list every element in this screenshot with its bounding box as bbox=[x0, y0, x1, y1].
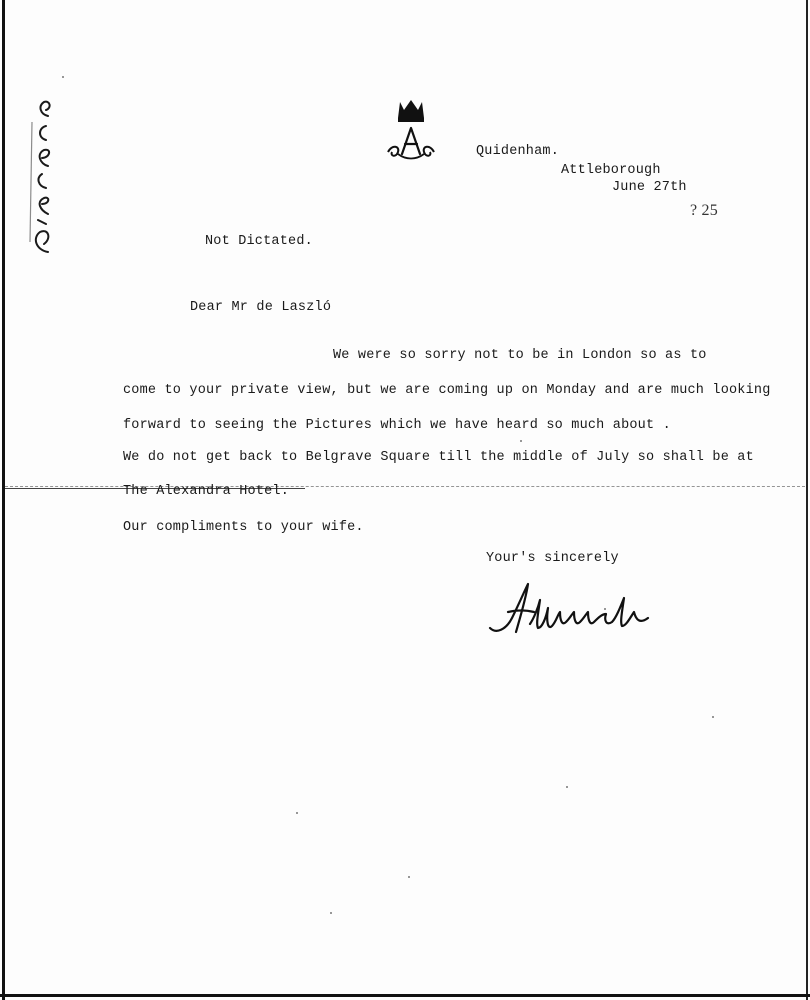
scan-edge-bottom bbox=[0, 994, 810, 997]
letter-date: June 27th bbox=[612, 180, 687, 195]
scan-speck bbox=[520, 440, 522, 442]
scan-speck bbox=[604, 608, 606, 610]
scan-speck bbox=[62, 76, 64, 78]
body-line-5: The Alexandra Hotel. bbox=[123, 484, 290, 499]
scan-speck bbox=[566, 786, 568, 788]
body-line-3: forward to seeing the Pictures which we have heard so much about . bbox=[123, 418, 671, 433]
scan-speck bbox=[712, 716, 714, 718]
crown-monogram-icon bbox=[384, 98, 438, 164]
handwritten-signature bbox=[486, 578, 666, 640]
date-annotation: ? 25 bbox=[690, 202, 718, 219]
scan-speck bbox=[408, 876, 410, 878]
closing: Your's sincerely bbox=[486, 551, 619, 566]
address-line-1: Quidenham. bbox=[476, 144, 560, 159]
body-line-1: We were so sorry not to be in London so as to bbox=[333, 348, 707, 363]
scan-edge-left bbox=[2, 0, 5, 1000]
scan-speck bbox=[296, 812, 298, 814]
scan-speck bbox=[330, 912, 332, 914]
body-line-6: Our compliments to your wife. bbox=[123, 520, 364, 535]
handwritten-side-note bbox=[18, 92, 66, 262]
salutation: Dear Mr de Laszló bbox=[190, 300, 332, 315]
not-dictated-note: Not Dictated. bbox=[205, 234, 313, 249]
address-line-2: Attleborough bbox=[561, 163, 661, 178]
body-line-4: We do not get back to Belgrave Square till the middle of July so shall be at bbox=[123, 450, 754, 465]
body-line-2: come to your private view, but we are coming up on Monday and are much looking bbox=[123, 383, 771, 398]
scan-edge-right bbox=[806, 0, 808, 1000]
